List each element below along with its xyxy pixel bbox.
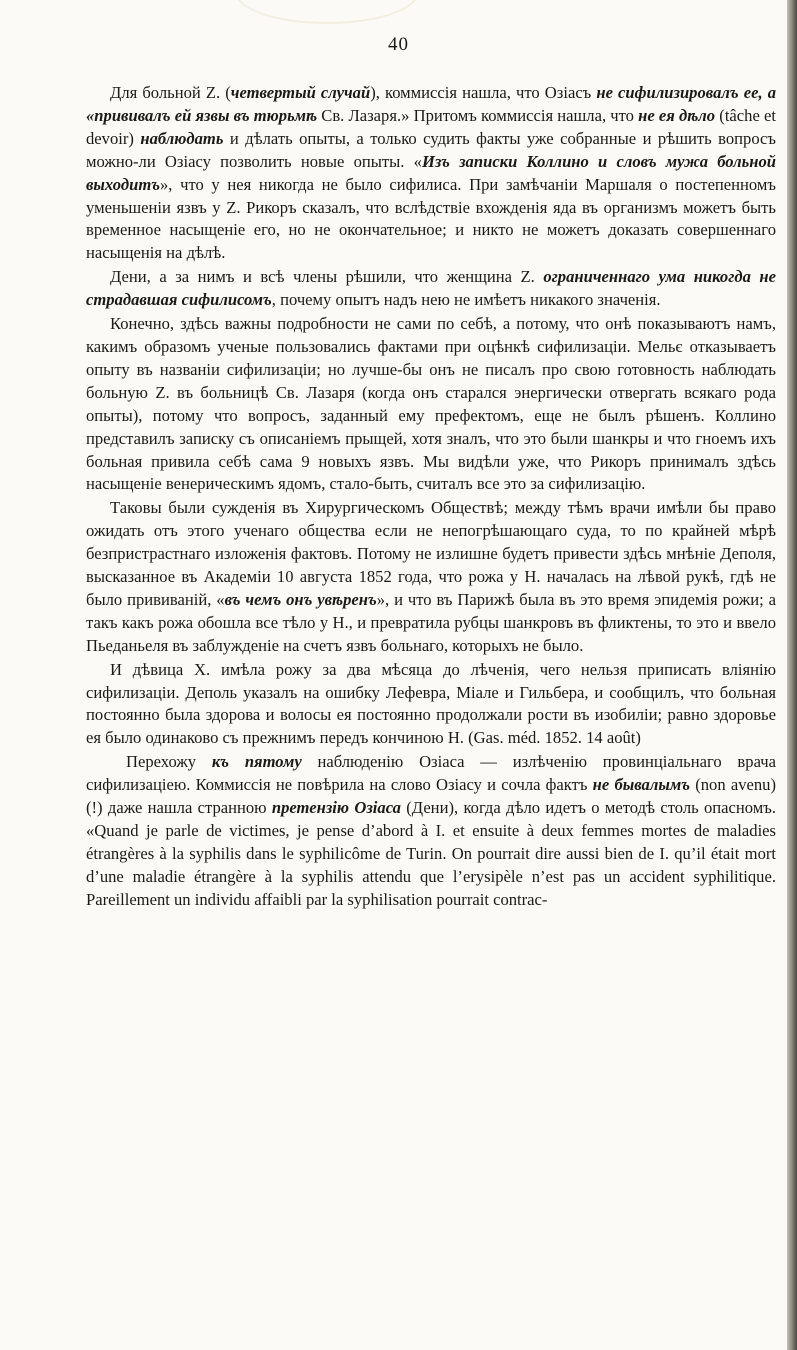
text-run: Дени, а за нимъ и всѣ члены рѣшили, что женщина Z. <box>110 267 544 287</box>
emphasized-text: не сифилизировалъ ее, а «прививалъ ей язвы въ тюрьмѣ <box>86 83 776 125</box>
text-run: Св. Лазаря.» Притомъ коммиссія нашла, что <box>317 105 639 125</box>
emphasized-text: не ея дѣло <box>638 105 716 125</box>
emphasized-text: претензію Озіаса <box>271 798 401 818</box>
emphasized-text: ограниченнаго ума никогда не страдавшая сифилисомъ <box>86 267 776 310</box>
page-number: 40 <box>388 34 409 55</box>
emphasized-text: четвертый случай <box>230 83 371 102</box>
text-run: ), коммиссія нашла, что Озіасъ <box>370 83 597 102</box>
text-run: », что у нея никогда не было сифилиса. При замѣчаніи Маршаля о постепенномъ уменьшеніи язвъ у Z. Рикоръ сказалъ, что вслѣдствіе вхожденія яда въ организмъ можетъ быть временное насыщеніе его, но не окончательное; и никто не можетъ доказать совершеннаго насыщенія на дѣлѣ. <box>86 174 776 263</box>
text-run: Для больной Z. ( <box>110 83 231 102</box>
text-run: , почему опытъ надъ нею не имѣетъ никакого значенія. <box>271 290 661 310</box>
text-run: », и что въ Парижѣ была въ это время эпидемія рожи; а такъ какъ рожа обошла все тѣло у H., и превратила рубцы шанкровъ въ фликтены, то это и ввело Пьеданьеля въ заблужденіе на счетъ язвъ больнаго, которыхъ не было. <box>86 589 776 655</box>
emphasized-text: къ пятому <box>211 752 302 772</box>
paragraph <box>86 497 776 657</box>
text-run: (tâche et devoir) <box>86 105 776 148</box>
text-run: Перехожу <box>126 752 212 772</box>
emphasized-text: не бывалымъ <box>592 775 690 795</box>
paragraph <box>86 659 776 751</box>
paragraph <box>86 751 776 911</box>
text-run: Таковы были сужденія въ Хирургическомъ Обществѣ; между тѣмъ врачи имѣли бы право ожидать отъ этого ученаго общества если не непогрѣшающаго суда, то по крайней мѣрѣ безпристрастнаго изложенія фактовъ. Потому не излишне будетъ привести здѣсь мнѣніе Деполя, высказанное въ Академіи 10 августа 1852 года, что рожа у H. началась на лѣвой рукѣ, гдѣ не было прививаній, « <box>86 498 776 609</box>
paragraph <box>86 82 776 265</box>
text-run: наблюденію Озіаса — излѣченію провинціальнаго врача сифилизаціею. Коммиссія не повѣрила на слово Озіасу и сочла фактъ <box>86 752 776 795</box>
page-text <box>86 82 776 912</box>
emphasized-text: въ чемъ онъ увѣренъ <box>224 589 377 609</box>
page-shadow-mark <box>235 0 419 24</box>
emphasized-text: Изъ записки Коллино и словъ мужа больной выходитъ <box>86 151 776 194</box>
emphasized-text: наблюдать <box>140 128 224 148</box>
text-run: (Дени), когда дѣло идетъ о методѣ столь опасномъ. «Quand je parle de victimes, je pense d’abord à I. et ensuite à deux femmes mortes de maladies étrangères à la syphilis dans le syphilicôme de Turin. On pourrait dire aussi bien de I. qu’il était mort d’une maladie étrangère à la syphilis attendu que l’erysipèle n’est pas un accident syphilitique. Pareillement un individu affaibli par la syphilisation pourrait contrac- <box>86 798 776 909</box>
text-run: и дѣлать опыты, а только судить факты уже собранные и рѣшить вопросъ можно-ли Озіасу позволить новые опыты. « <box>86 128 776 171</box>
text-run: (non avenu) (!) даже нашла странною <box>86 775 776 818</box>
paragraph <box>86 266 776 312</box>
text-run: И дѣвица X. имѣла рожу за два мѣсяца до лѣченія, чего нельзя приписать вліянію сифилизаціи. Деполь указалъ на ошибку Лефевра, Міале и Гильбера, и сообщилъ, что больная постоянно была здорова и волосы ея постоянно продолжали рости въ изобиліи; равно здоровье ея было одинаково съ прежнимъ передъ кончиною H. (Gas. méd. 1852. 14 août) <box>86 659 776 748</box>
text-run: Конечно, здѣсь важны подробности не сами по себѣ, а потому, что онѣ показываютъ намъ, какимъ образомъ ученые пользовались фактами при оцѣнкѣ сифилизаціи. Мельє отказываетъ опыту въ названіи сифилизаціи; но лучше-бы онъ не писалъ про свою готовность наблюдать больную Z. въ больницѣ Св. Лазаря (когда онъ старался энергически отвергать всякаго рода опыты), потому что вопросъ, заданный ему префектомъ, еще не былъ рѣшенъ. Коллино представилъ записку съ описаніемъ прыщей, хотя зналъ, что это были шанкры и что гноемъ ихъ больная привила себѣ сама 9 новыхъ язвъ. Мы видѣли уже, что Рикоръ принималъ здѣсь насыщеніе венерическимъ ядомъ, стало-быть, считалъ все это за сифилизацію. <box>86 314 776 494</box>
paragraph <box>86 313 776 496</box>
page-edge-shadow <box>787 0 797 1350</box>
